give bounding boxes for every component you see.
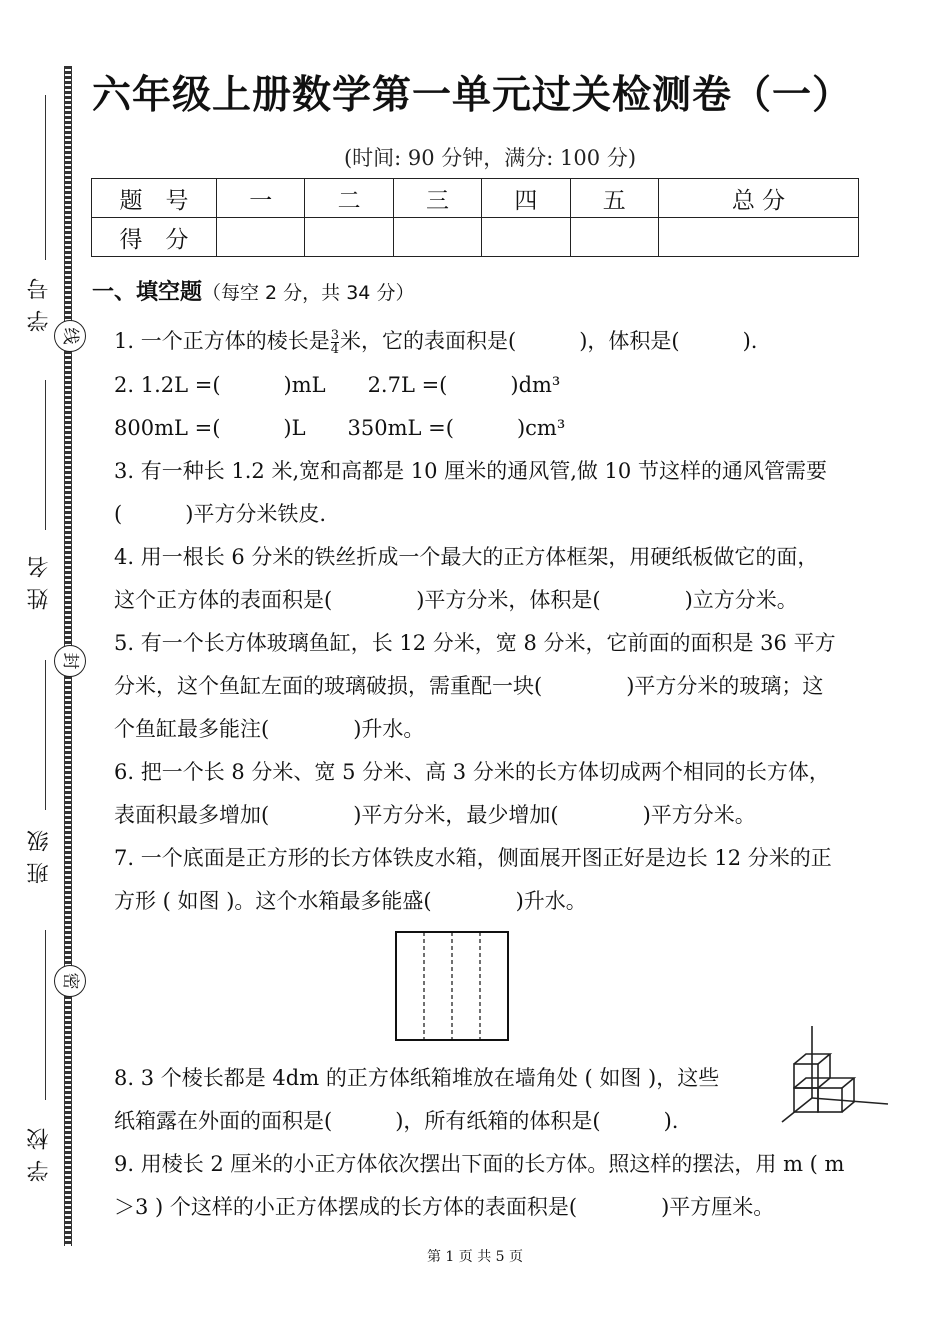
section-heading bbox=[92, 275, 414, 306]
seal-seal: 封 bbox=[54, 645, 86, 677]
score-cell[interactable] bbox=[393, 218, 481, 257]
question-3-line-1: 3. 有一种长 1.2 米,宽和高都是 10 厘米的通风管,做 10 节这样的通风管需要 bbox=[114, 459, 827, 483]
col-header-1: 一 bbox=[217, 179, 305, 218]
question-6-line-1: 6. 把一个长 8 分米、宽 5 分米、高 3 分米的长方体切成两个相同的长方体， bbox=[114, 760, 830, 784]
question-6-line-2: 表面积最多增加( )平方分米，最少增加( )平方分米。 bbox=[114, 803, 756, 827]
question-5-line-1: 5. 有一个长方体玻璃鱼缸，长 12 分米，宽 8 分米，它前面的面积是 36 平方 bbox=[114, 631, 836, 655]
school-label: 学校 bbox=[27, 1118, 52, 1182]
student-id-label: 学号 bbox=[27, 268, 52, 332]
question-7-line-2: 方形 ( 如图 )。这个水箱最多能盛( )升水。 bbox=[114, 889, 587, 913]
question-2-line-1: 2. 1.2L =( )mL 2.7L =( )dm³ bbox=[114, 373, 561, 397]
score-cell[interactable] bbox=[482, 218, 570, 257]
section-note: （每空 2 分，共 34 分） bbox=[202, 282, 415, 304]
score-cell[interactable] bbox=[570, 218, 658, 257]
page-footer: 第 1 页 共 5 页 bbox=[426, 1249, 524, 1265]
score-table-header-row bbox=[92, 179, 859, 218]
class-underline bbox=[45, 660, 46, 810]
col-header-3: 三 bbox=[393, 179, 481, 218]
col-header-4: 四 bbox=[482, 179, 570, 218]
question-7-line-1: 7. 一个底面是正方形的长方体铁皮水箱，侧面展开图正好是边长 12 分米的正 bbox=[114, 846, 832, 870]
score-cell[interactable] bbox=[305, 218, 393, 257]
question-4-line-1: 4. 用一根长 6 分米的铁丝折成一个最大的正方体框架，用硬纸板做它的面， bbox=[114, 545, 819, 569]
question-8-line-1: 8. 3 个棱长都是 4dm 的正方体纸箱堆放在墙角处 ( 如图 )，这些 bbox=[114, 1066, 720, 1090]
score-cell[interactable] bbox=[217, 218, 305, 257]
question-2-line-2: 800mL =( )L 350mL =( )cm³ bbox=[114, 416, 566, 440]
tank-net-figure bbox=[394, 930, 510, 1042]
question-5-line-3: 个鱼缸最多能注( )升水。 bbox=[114, 717, 425, 741]
seal-line: 线 bbox=[54, 320, 86, 352]
col-header-2: 二 bbox=[305, 179, 393, 218]
question-8-line-2: 纸箱露在外面的面积是( )，所有纸箱的体积是( ). bbox=[114, 1109, 679, 1133]
question-9-line-2: ＞3 ) 个这样的小正方体摆成的长方体的表面积是( )平方厘米。 bbox=[114, 1195, 775, 1219]
section-label: 一、填空题 bbox=[92, 280, 203, 305]
question-1-text-a: 1. 一个正方体的棱长是 bbox=[114, 329, 330, 353]
corner-boxes-figure bbox=[776, 1022, 892, 1126]
student-name-label: 姓名 bbox=[27, 546, 52, 610]
fraction bbox=[331, 329, 339, 356]
question-1 bbox=[114, 326, 757, 356]
row-header-label: 题 号 bbox=[92, 179, 217, 218]
score-table bbox=[91, 178, 859, 257]
id-underline bbox=[45, 95, 46, 260]
page-title: 六年级上册数学第一单元过关检测卷（一） bbox=[92, 73, 853, 118]
seal-secret: 密 bbox=[54, 965, 86, 997]
fraction-numerator: 3 bbox=[330, 328, 339, 343]
school-underline bbox=[45, 930, 46, 1100]
class-label: 班级 bbox=[27, 820, 52, 884]
question-4-line-2: 这个正方体的表面积是( )平方分米，体积是( )立方分米。 bbox=[114, 588, 798, 612]
question-9-line-1: 9. 用棱长 2 厘米的小正方体依次摆出下面的长方体。照这样的摆法，用 m ( m bbox=[114, 1152, 845, 1176]
question-3-line-2: ( )平方分米铁皮. bbox=[114, 502, 327, 526]
question-5-line-2: 分米，这个鱼缸左面的玻璃破损，需重配一块( )平方分米的玻璃；这 bbox=[114, 674, 824, 698]
score-cell[interactable] bbox=[658, 218, 858, 257]
question-1-text-b: 米，它的表面积是( )，体积是( ). bbox=[340, 329, 758, 353]
name-underline bbox=[45, 380, 46, 530]
exam-time-info: (时间: 90 分钟，满分: 100 分) bbox=[343, 146, 637, 170]
score-table-score-row bbox=[92, 218, 859, 257]
fraction-denominator: 4 bbox=[330, 342, 339, 357]
col-header-5: 五 bbox=[570, 179, 658, 218]
col-header-total: 总 分 bbox=[658, 179, 858, 218]
row-score-label: 得 分 bbox=[92, 218, 217, 257]
